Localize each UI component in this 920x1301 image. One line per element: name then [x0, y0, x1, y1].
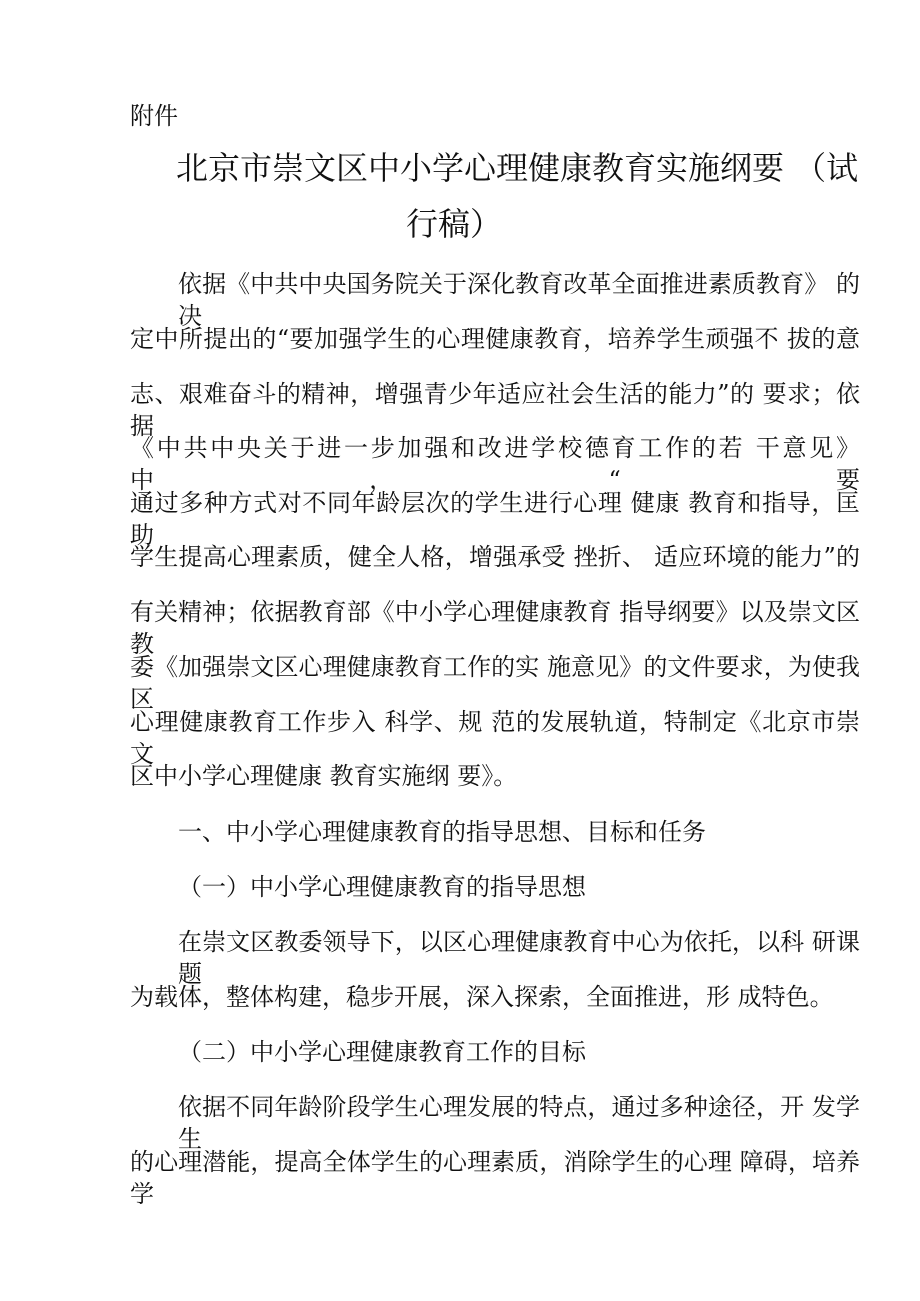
document-title-line-2: 行稿） — [406, 205, 503, 243]
paragraph-1-line: 依据《中共中央国务院关于深化教育改革全面推进素质教育》 的决 — [178, 270, 860, 330]
paragraph-1-line: 有关精神；依据教育部《中小学心理健康教育 指导纲要》以及崇文区教 — [130, 598, 860, 658]
paragraph-1-line: 委《加强崇文区心理健康教育工作的实 施意见》的文件要求，为使我区 — [130, 653, 860, 713]
paragraph-1-line: 通过多种方式对不同年龄层次的学生进行心理 健康 教育和指导，匡助 — [130, 489, 860, 549]
paragraph-1-line: 学生提高心理素质，健全人格，增强承受 挫折、 适应环境的能力”的 — [130, 543, 860, 571]
document-title-line-1: 北京市崇文区中小学心理健康教育实施纲要 （试 — [176, 149, 859, 187]
attachment-label: 附件 — [130, 102, 178, 130]
paragraph-2-line: 为载体，整体构建，稳步开展，深入探索，全面推进，形 成特色。 — [130, 983, 834, 1011]
paragraph-1-line: 志、艰难奋斗的精神，增强青少年适应社会生活的能力”的 要求；依据 — [130, 380, 860, 440]
subsection-heading-2: （二）中小学心理健康教育工作的目标 — [178, 1038, 586, 1066]
paragraph-2-line: 在崇文区教委领导下，以区心理健康教育中心为依托，以科 研课题 — [178, 928, 860, 988]
paragraph-1-line: 心理健康教育工作步入 科学、规 范的发展轨道，特制定《北京市崇文 — [130, 708, 860, 768]
subsection-heading-1: （一）中小学心理健康教育的指导思想 — [178, 873, 586, 901]
section-heading-1: 一、中小学心理健康教育的指导思想、目标和任务 — [178, 818, 706, 846]
paragraph-1-line: 《中共中央关于进一步加强和改进学校德育工作的若 干意见》中，“要 — [130, 434, 860, 494]
paragraph-3-line: 依据不同年龄阶段学生心理发展的特点，通过多种途径，开 发学生 — [178, 1093, 860, 1153]
paragraph-3-line: 的心理潜能，提高全体学生的心理素质，消除学生的心理 障碍，培养学 — [130, 1148, 860, 1208]
paragraph-1-line: 区中小学心理健康 教育实施纲 要》。 — [130, 762, 518, 790]
paragraph-1-line: 定中所提出的“要加强学生的心理健康教育，培养学生顽强不 拔的意 — [130, 325, 860, 353]
